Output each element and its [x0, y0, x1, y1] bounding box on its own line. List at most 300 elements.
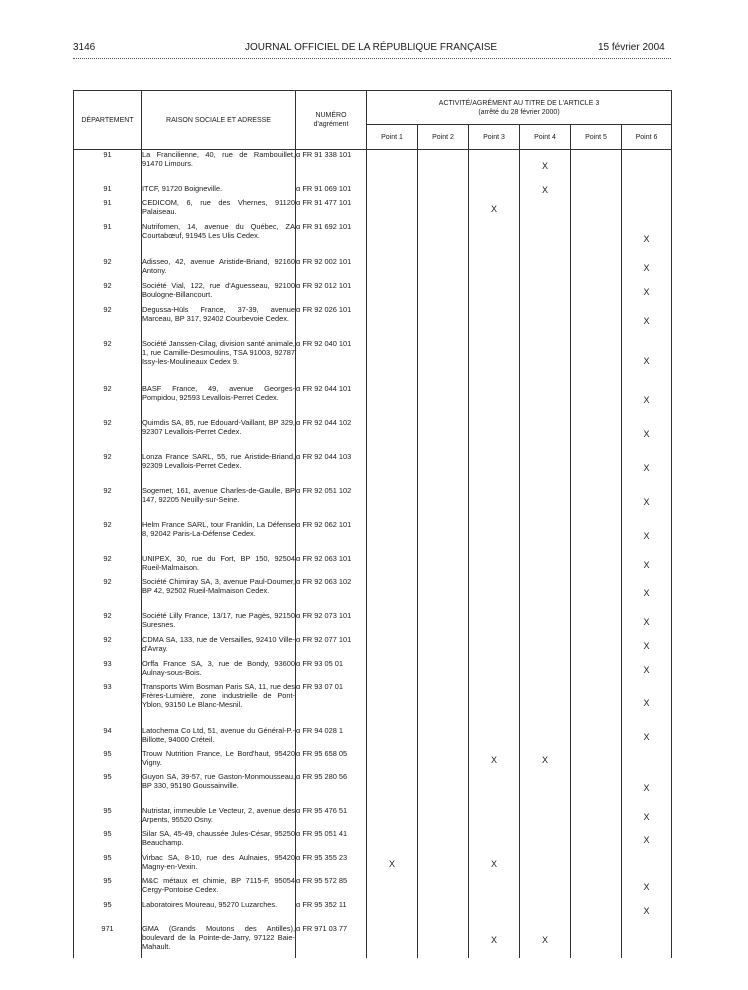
check-mark: X — [643, 783, 650, 793]
row-raison-sociale: Nutrifomen, 14, avenue du Québec, ZA Courtabœuf, 91945 Les Ulis Cedex. — [142, 222, 296, 257]
row-point-2 — [418, 257, 469, 281]
row-numero-agrement: α FR 92 026 101 — [296, 305, 367, 339]
row-point-3 — [469, 659, 520, 682]
row-point-1 — [367, 659, 418, 682]
row-point-5 — [571, 772, 622, 806]
row-point-1 — [367, 384, 418, 418]
row-point-3 — [469, 682, 520, 726]
row-point-2 — [418, 806, 469, 829]
row-numero-agrement: α FR 94 028 1 — [296, 726, 367, 749]
check-mark: X — [643, 882, 650, 892]
row-raison-sociale: CDMA SA, 133, rue de Versailles, 92410 Ville-d'Avray. — [142, 635, 296, 659]
check-mark: X — [388, 858, 395, 869]
check-mark: X — [643, 263, 650, 273]
table-row — [74, 876, 672, 900]
row-point-2 — [418, 554, 469, 577]
row-point-2 — [418, 749, 469, 772]
row-point-3 — [469, 305, 520, 339]
row-departement: 92 — [74, 520, 142, 554]
row-point-3 — [469, 418, 520, 452]
row-point-4 — [520, 520, 571, 554]
check-mark: X — [643, 429, 650, 439]
row-numero-agrement: α FR 95 658 05 — [296, 749, 367, 772]
row-point-1 — [367, 876, 418, 900]
check-mark: X — [643, 316, 650, 326]
table-row — [74, 635, 672, 659]
row-departement: 95 — [74, 900, 142, 924]
header-raison-sociale: RAISON SOCIALE ET ADRESSE — [142, 91, 296, 150]
row-point-1 — [367, 924, 418, 958]
row-point-3 — [469, 520, 520, 554]
row-point-2 — [418, 726, 469, 749]
check-mark: X — [541, 754, 548, 765]
check-mark: X — [643, 497, 650, 507]
row-departement: 92 — [74, 611, 142, 635]
check-mark: X — [643, 835, 650, 845]
row-numero-agrement: α FR 95 476 51 — [296, 806, 367, 829]
row-point-4 — [520, 853, 571, 876]
row-point-4 — [520, 900, 571, 924]
row-point-4 — [520, 184, 571, 198]
row-point-1 — [367, 726, 418, 749]
row-point-6 — [622, 577, 672, 611]
row-point-3 — [469, 281, 520, 305]
row-point-1 — [367, 222, 418, 257]
header-departement: DÉPARTEMENT — [74, 91, 142, 150]
row-point-1 — [367, 611, 418, 635]
check-mark: X — [541, 185, 548, 195]
table-row — [74, 749, 672, 772]
row-point-3 — [469, 452, 520, 486]
row-departement: 91 — [74, 184, 142, 198]
row-numero-agrement: α FR 92 044 103 — [296, 452, 367, 486]
check-mark: X — [643, 463, 650, 473]
check-mark: X — [643, 355, 650, 366]
row-point-5 — [571, 198, 622, 222]
table-row — [74, 452, 672, 486]
row-point-5 — [571, 829, 622, 853]
table-row — [74, 772, 672, 806]
row-departement: 95 — [74, 853, 142, 876]
row-point-5 — [571, 418, 622, 452]
table-row — [74, 222, 672, 257]
check-mark: X — [643, 641, 650, 651]
row-point-4 — [520, 749, 571, 772]
table-row — [74, 150, 672, 184]
row-point-5 — [571, 924, 622, 958]
row-raison-sociale: GMA (Grands Moutons des Antilles), boulevard de la Pointe-de-Jarry, 97122 Baie-Mahault. — [142, 924, 296, 958]
table-row — [74, 806, 672, 829]
row-point-2 — [418, 520, 469, 554]
row-point-4 — [520, 726, 571, 749]
row-point-3 — [469, 150, 520, 184]
row-point-4 — [520, 305, 571, 339]
row-raison-sociale: CEDICOM, 6, rue des Vhernes, 91120 Palaiseau. — [142, 198, 296, 222]
row-point-1 — [367, 772, 418, 806]
row-point-1 — [367, 554, 418, 577]
table-row — [74, 853, 672, 876]
table-row — [74, 611, 672, 635]
row-point-4 — [520, 452, 571, 486]
row-point-2 — [418, 305, 469, 339]
row-point-5 — [571, 222, 622, 257]
row-point-5 — [571, 749, 622, 772]
row-point-5 — [571, 184, 622, 198]
row-point-6 — [622, 554, 672, 577]
row-raison-sociale: Nutristar, immeuble Le Vecteur, 2, avenue des Arpents, 95520 Osny. — [142, 806, 296, 829]
row-raison-sociale: Laboratoires Moureau, 95270 Luzarches. — [142, 900, 296, 924]
row-point-3 — [469, 198, 520, 222]
row-point-3 — [469, 829, 520, 853]
row-point-3 — [469, 486, 520, 520]
table-row — [74, 829, 672, 853]
row-point-2 — [418, 829, 469, 853]
page-number: 3146 — [73, 42, 96, 53]
row-point-6 — [622, 876, 672, 900]
row-point-5 — [571, 900, 622, 924]
header-point-1: Point 1 — [367, 125, 418, 150]
check-mark: X — [643, 906, 650, 916]
row-point-5 — [571, 876, 622, 900]
row-point-1 — [367, 486, 418, 520]
row-numero-agrement: α FR 91 692 101 — [296, 222, 367, 257]
row-raison-sociale: Degussa-Hüls France, 37-39, avenue Marceau, BP 317, 92402 Courbevoie Cedex. — [142, 305, 296, 339]
row-point-6 — [622, 257, 672, 281]
row-raison-sociale: Silar SA, 45-49, chaussée Jules-César, 95250 Beauchamp. — [142, 829, 296, 853]
row-point-6 — [622, 384, 672, 418]
row-raison-sociale: ITCF, 91720 Boigneville. — [142, 184, 296, 198]
row-point-1 — [367, 829, 418, 853]
row-point-4 — [520, 222, 571, 257]
row-departement: 95 — [74, 772, 142, 806]
row-point-4 — [520, 384, 571, 418]
row-point-5 — [571, 339, 622, 384]
row-departement: 92 — [74, 384, 142, 418]
check-mark: X — [643, 617, 650, 627]
table-row — [74, 900, 672, 924]
row-departement: 92 — [74, 339, 142, 384]
row-departement: 93 — [74, 659, 142, 682]
row-point-6 — [622, 418, 672, 452]
row-raison-sociale: Lonza France SARL, 55, rue Aristide-Briand, 92309 Levallois-Perret Cedex. — [142, 452, 296, 486]
row-numero-agrement: α FR 95 280 56 — [296, 772, 367, 806]
row-departement: 95 — [74, 749, 142, 772]
header-activite-title: ACTIVITÉ/AGRÉMENT AU TITRE DE L'ARTICLE 3 — [438, 99, 600, 107]
row-point-3 — [469, 900, 520, 924]
row-numero-agrement: α FR 91 069 101 — [296, 184, 367, 198]
header-point-3: Point 3 — [469, 125, 520, 150]
table-row — [74, 281, 672, 305]
row-numero-agrement: α FR 92 051 102 — [296, 486, 367, 520]
header-point-4: Point 4 — [520, 125, 571, 150]
row-departement: 92 — [74, 452, 142, 486]
row-point-1 — [367, 682, 418, 726]
table-row — [74, 924, 672, 958]
header-point-2: Point 2 — [418, 125, 469, 150]
row-point-6 — [622, 659, 672, 682]
row-point-1 — [367, 198, 418, 222]
row-point-4 — [520, 577, 571, 611]
check-mark: X — [490, 935, 497, 945]
header-point-6: Point 6 — [622, 125, 672, 150]
row-numero-agrement: α FR 92 002 101 — [296, 257, 367, 281]
row-point-4 — [520, 486, 571, 520]
row-point-5 — [571, 659, 622, 682]
table-row — [74, 520, 672, 554]
check-mark: X — [643, 811, 650, 822]
row-point-6 — [622, 682, 672, 726]
row-numero-agrement: α FR 92 040 101 — [296, 339, 367, 384]
row-point-3 — [469, 554, 520, 577]
row-point-4 — [520, 635, 571, 659]
row-raison-sociale: Trouw Nutrition France, Le Bord'haut, 95420 Vigny. — [142, 749, 296, 772]
header-point-5: Point 5 — [571, 125, 622, 150]
row-departement: 92 — [74, 418, 142, 452]
row-numero-agrement: α FR 92 062 101 — [296, 520, 367, 554]
row-point-6 — [622, 924, 672, 958]
row-numero-agrement: α FR 93 05 01 — [296, 659, 367, 682]
row-point-2 — [418, 452, 469, 486]
table-body — [74, 150, 672, 958]
check-mark: X — [643, 698, 650, 708]
row-departement: 92 — [74, 305, 142, 339]
row-point-5 — [571, 257, 622, 281]
row-point-1 — [367, 900, 418, 924]
row-point-2 — [418, 900, 469, 924]
row-point-6 — [622, 611, 672, 635]
row-departement: 92 — [74, 635, 142, 659]
table-row — [74, 659, 672, 682]
row-raison-sociale: Orffa France SA, 3, rue de Bondy, 93600 Aulnay-sous-Bois. — [142, 659, 296, 682]
row-point-4 — [520, 682, 571, 726]
row-point-6 — [622, 829, 672, 853]
check-mark: X — [541, 161, 548, 172]
check-mark: X — [643, 588, 650, 598]
row-point-1 — [367, 853, 418, 876]
row-point-2 — [418, 150, 469, 184]
table-row — [74, 682, 672, 726]
row-raison-sociale: M&C métaux et chimie, BP 7115-F, 95054 Cergy-Pontoise Cedex. — [142, 876, 296, 900]
row-point-3 — [469, 184, 520, 198]
row-point-3 — [469, 853, 520, 876]
row-point-5 — [571, 384, 622, 418]
row-point-6 — [622, 726, 672, 749]
row-point-4 — [520, 418, 571, 452]
row-point-6 — [622, 520, 672, 554]
table-row — [74, 305, 672, 339]
row-raison-sociale: Société Vial, 122, rue d'Aguesseau, 92100 Boulogne-Billancourt. — [142, 281, 296, 305]
table-row — [74, 577, 672, 611]
row-numero-agrement: α FR 91 338 101 — [296, 150, 367, 184]
row-numero-agrement: α FR 92 077 101 — [296, 635, 367, 659]
row-raison-sociale: Quimdis SA, 85, rue Edouard-Vaillant, BP 329, 92307 Levallois-Perret Cedex. — [142, 418, 296, 452]
row-point-2 — [418, 682, 469, 726]
check-mark: X — [490, 754, 497, 765]
row-point-2 — [418, 577, 469, 611]
row-departement: 91 — [74, 198, 142, 222]
row-departement: 92 — [74, 554, 142, 577]
row-point-5 — [571, 486, 622, 520]
check-mark: X — [643, 664, 650, 675]
row-point-5 — [571, 853, 622, 876]
row-point-5 — [571, 577, 622, 611]
row-point-1 — [367, 339, 418, 384]
check-mark: X — [643, 287, 650, 297]
check-mark: X — [643, 233, 650, 244]
row-point-5 — [571, 452, 622, 486]
publication-date: 15 février 2004 — [598, 42, 665, 53]
row-departement: 93 — [74, 682, 142, 726]
check-mark: X — [541, 935, 548, 945]
row-point-2 — [418, 339, 469, 384]
header-activite — [367, 91, 672, 125]
row-point-6 — [622, 150, 672, 184]
check-mark: X — [490, 858, 497, 869]
row-numero-agrement: α FR 95 051 41 — [296, 829, 367, 853]
row-numero-agrement: α FR 92 063 101 — [296, 554, 367, 577]
row-raison-sociale: UNIPEX, 30, rue du Fort, BP 150, 92504 Rueil-Malmaison. — [142, 554, 296, 577]
row-point-4 — [520, 281, 571, 305]
row-point-5 — [571, 635, 622, 659]
row-point-1 — [367, 418, 418, 452]
row-numero-agrement: α FR 95 352 11 — [296, 900, 367, 924]
row-numero-agrement: α FR 92 012 101 — [296, 281, 367, 305]
row-departement: 92 — [74, 257, 142, 281]
row-point-4 — [520, 257, 571, 281]
row-point-1 — [367, 749, 418, 772]
table-row — [74, 726, 672, 749]
row-point-6 — [622, 305, 672, 339]
row-point-6 — [622, 900, 672, 924]
row-point-6 — [622, 452, 672, 486]
row-point-1 — [367, 184, 418, 198]
row-point-2 — [418, 418, 469, 452]
row-point-5 — [571, 726, 622, 749]
row-point-2 — [418, 198, 469, 222]
row-point-5 — [571, 806, 622, 829]
row-point-5 — [571, 520, 622, 554]
row-raison-sociale: Latochema Co Ltd, 51, avenue du Général-P.-Billotte, 94000 Créteil. — [142, 726, 296, 749]
row-point-3 — [469, 924, 520, 958]
row-point-6 — [622, 806, 672, 829]
row-departement: 95 — [74, 829, 142, 853]
row-point-3 — [469, 806, 520, 829]
row-point-3 — [469, 222, 520, 257]
row-point-2 — [418, 222, 469, 257]
row-point-2 — [418, 486, 469, 520]
row-point-2 — [418, 281, 469, 305]
table-row — [74, 384, 672, 418]
table-row — [74, 257, 672, 281]
row-point-1 — [367, 150, 418, 184]
row-point-3 — [469, 384, 520, 418]
page-header — [0, 0, 748, 70]
row-point-6 — [622, 772, 672, 806]
row-point-5 — [571, 611, 622, 635]
row-point-3 — [469, 339, 520, 384]
check-mark: X — [490, 204, 497, 214]
header-activite-subtitle: (arrêté du 28 février 2000) — [478, 108, 560, 116]
table-row — [74, 486, 672, 520]
row-point-2 — [418, 772, 469, 806]
row-point-3 — [469, 772, 520, 806]
table-row — [74, 418, 672, 452]
check-mark: X — [643, 395, 650, 405]
row-numero-agrement: α FR 92 063 102 — [296, 577, 367, 611]
row-point-3 — [469, 577, 520, 611]
row-point-4 — [520, 772, 571, 806]
row-departement: 94 — [74, 726, 142, 749]
table-row — [74, 339, 672, 384]
row-point-4 — [520, 198, 571, 222]
row-numero-agrement: α FR 93 07 01 — [296, 682, 367, 726]
row-point-4 — [520, 611, 571, 635]
row-departement: 92 — [74, 486, 142, 520]
row-raison-sociale: Helm France SARL, tour Franklin, La Défense 8, 92042 Paris-La-Défense Cedex. — [142, 520, 296, 554]
header-numero: NUMÉRO d'agrément — [296, 91, 367, 150]
row-departement: 971 — [74, 924, 142, 958]
row-numero-agrement: α FR 92 044 101 — [296, 384, 367, 418]
check-mark: X — [643, 531, 650, 541]
row-point-4 — [520, 806, 571, 829]
row-point-6 — [622, 198, 672, 222]
header-rule — [73, 58, 671, 59]
row-point-6 — [622, 222, 672, 257]
row-point-6 — [622, 184, 672, 198]
row-point-2 — [418, 876, 469, 900]
row-numero-agrement: α FR 95 572 85 — [296, 876, 367, 900]
row-point-6 — [622, 339, 672, 384]
row-numero-agrement: α FR 92 044 102 — [296, 418, 367, 452]
row-point-5 — [571, 281, 622, 305]
row-raison-sociale: BASF France, 49, avenue Georges-Pompidou, 92593 Levallois-Perret Cedex. — [142, 384, 296, 418]
row-departement: 91 — [74, 150, 142, 184]
row-point-4 — [520, 924, 571, 958]
row-raison-sociale: Sogemet, 161, avenue Charles-de-Gaulle, BP 147, 92205 Neuilly-sur-Seine. — [142, 486, 296, 520]
row-point-6 — [622, 749, 672, 772]
row-point-4 — [520, 339, 571, 384]
row-departement: 95 — [74, 876, 142, 900]
row-point-3 — [469, 257, 520, 281]
row-point-1 — [367, 281, 418, 305]
row-point-2 — [418, 184, 469, 198]
row-point-4 — [520, 659, 571, 682]
journal-title: JOURNAL OFFICIEL DE LA RÉPUBLIQUE FRANÇAISE — [245, 42, 498, 53]
row-raison-sociale: Adisseo, 42, avenue Aristide-Briand, 92160 Antony. — [142, 257, 296, 281]
row-point-6 — [622, 635, 672, 659]
row-point-3 — [469, 635, 520, 659]
row-point-1 — [367, 520, 418, 554]
row-numero-agrement: α FR 971 03 77 — [296, 924, 367, 958]
row-point-2 — [418, 384, 469, 418]
check-mark: X — [643, 731, 650, 742]
row-raison-sociale: Transports Wim Bosman Paris SA, 11, rue des Frères-Lumière, zone industrielle de Pont-Yblon, 93150 Le Blanc-Mesnil. — [142, 682, 296, 726]
row-departement: 95 — [74, 806, 142, 829]
row-point-6 — [622, 281, 672, 305]
row-point-1 — [367, 635, 418, 659]
row-departement: 91 — [74, 222, 142, 257]
row-point-2 — [418, 635, 469, 659]
table-row — [74, 198, 672, 222]
row-point-5 — [571, 150, 622, 184]
row-numero-agrement: α FR 95 355 23 — [296, 853, 367, 876]
row-point-4 — [520, 829, 571, 853]
row-point-2 — [418, 611, 469, 635]
table-row — [74, 554, 672, 577]
row-point-1 — [367, 577, 418, 611]
row-point-5 — [571, 682, 622, 726]
row-point-3 — [469, 726, 520, 749]
